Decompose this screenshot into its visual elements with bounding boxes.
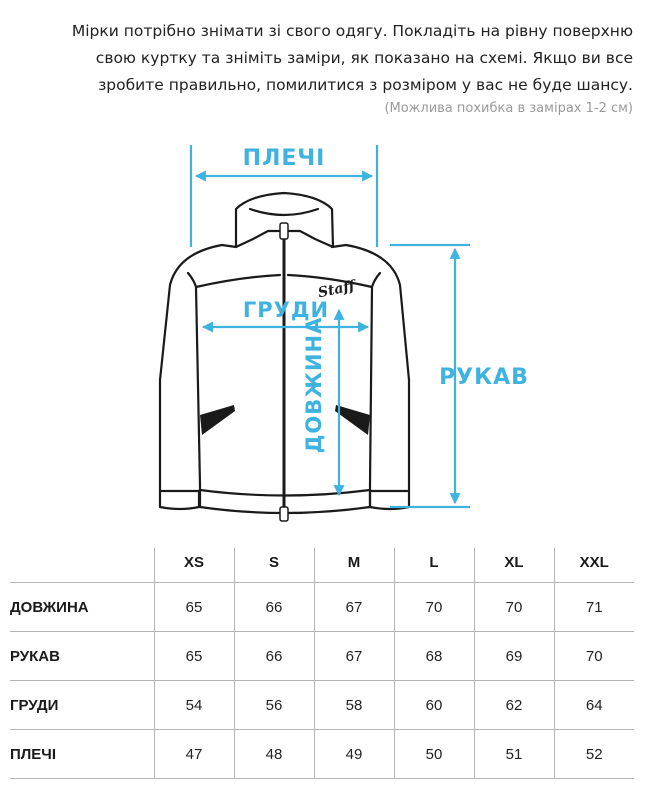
table-row <box>10 583 634 632</box>
table-cell: 54 <box>154 681 234 730</box>
label-chest: ГРУДИ <box>242 298 330 322</box>
size-header: XS <box>154 548 234 583</box>
measurement-guides <box>191 145 470 507</box>
table-cell: 58 <box>314 681 394 730</box>
table-cell: 66 <box>234 632 314 681</box>
row-label: ГРУДИ <box>10 696 59 714</box>
table-cell: 51 <box>474 730 554 779</box>
table-cell: 62 <box>474 681 554 730</box>
table-cell: 49 <box>314 730 394 779</box>
zipper-pull-top <box>280 223 288 239</box>
right-pocket <box>335 405 370 435</box>
table-cell: 64 <box>554 681 634 730</box>
measurement-error-note: (Можлива похибка в замірах 1-2 см) <box>384 101 633 116</box>
table-cell: 70 <box>474 583 554 632</box>
table-cell: 70 <box>394 583 474 632</box>
table-cell: 68 <box>394 632 474 681</box>
jacket-diagram <box>0 135 649 530</box>
size-header: M <box>314 548 394 583</box>
table-cell: 65 <box>154 583 234 632</box>
zipper-pull-bottom <box>280 507 288 521</box>
table-cell: 67 <box>314 583 394 632</box>
table-cell: 69 <box>474 632 554 681</box>
table-row <box>10 730 634 779</box>
intro-line-2: свою куртку та зніміть заміри, як показано на схемі. Якщо ви все <box>95 49 633 67</box>
row-label: РУКАВ <box>10 647 60 665</box>
table-row <box>10 681 634 730</box>
left-pocket <box>200 405 235 435</box>
size-header: XL <box>474 548 554 583</box>
intro-line-1: Мірки потрібно знімати зі свого одягу. Покладіть на рівну поверхню <box>71 22 633 40</box>
row-label: ПЛЕЧІ <box>10 745 57 763</box>
table-cell: 52 <box>554 730 634 779</box>
intro-line-3: зробите правильно, помилитися з розміром у вас не буде шансу. <box>98 76 633 94</box>
table-cell: 47 <box>154 730 234 779</box>
table-cell: 60 <box>394 681 474 730</box>
size-header: L <box>394 548 474 583</box>
size-header-row <box>10 548 634 583</box>
table-cell: 56 <box>234 681 314 730</box>
row-label: ДОВЖИНА <box>10 598 89 616</box>
label-length: ДОВЖИНА <box>302 316 326 454</box>
label-sleeve: РУКАВ <box>439 365 529 390</box>
table-cell: 65 <box>154 632 234 681</box>
label-shoulders: ПЛЕЧІ <box>242 146 326 171</box>
table-cell: 66 <box>234 583 314 632</box>
size-header: XXL <box>554 548 634 583</box>
table-corner <box>10 548 154 583</box>
jacket-outline <box>160 193 409 515</box>
table-cell: 48 <box>234 730 314 779</box>
table-cell: 67 <box>314 632 394 681</box>
table-cell: 70 <box>554 632 634 681</box>
size-table <box>10 548 634 779</box>
table-cell: 50 <box>394 730 474 779</box>
intro-text <box>0 18 633 99</box>
table-row <box>10 632 634 681</box>
brand-logo: Staff <box>316 277 357 302</box>
size-header: S <box>234 548 314 583</box>
table-cell: 71 <box>554 583 634 632</box>
